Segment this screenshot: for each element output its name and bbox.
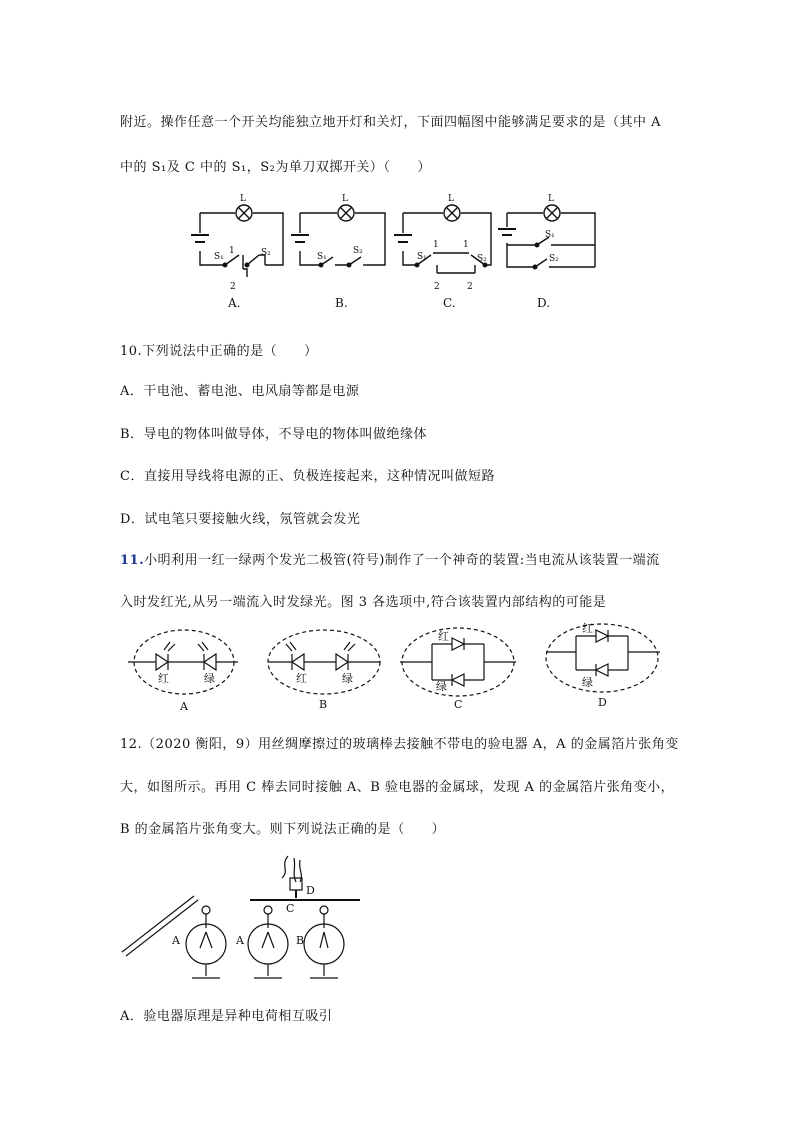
circuit-a-t1: 1: [229, 246, 235, 256]
circuit-c-lamp-label: L: [448, 194, 454, 204]
circuit-b: [291, 205, 385, 267]
q12-line-3: B 的金属箔片张角变大。则下列说法正确的是（ ）: [120, 822, 446, 837]
electroscope-b: [304, 906, 344, 978]
diode-b-green: 绿: [342, 672, 353, 685]
q12-line-1: 12.（2020 衡阳，9）用丝绸摩擦过的玻璃棒去接触不带电的验电器 A，A 的金属箔片张角变: [120, 737, 679, 752]
q11-option-c: C: [454, 698, 463, 711]
diode-d-green: 绿: [582, 676, 593, 689]
electroscope-a1: [186, 906, 226, 978]
q11-option-d: D: [598, 696, 607, 709]
circuit-a-s1: S₁: [214, 252, 224, 262]
q9-option-d: D.: [537, 296, 551, 310]
q10-option-a: A．干电池、蓄电池、电风扇等都是电源: [120, 384, 360, 399]
fig-label-c: C: [286, 902, 295, 915]
q10-option-c: C．直接用导线将电源的正、负极连接起来，这种情况叫做短路: [120, 469, 495, 484]
circuit-c-t1b: 1: [463, 240, 469, 250]
circuit-d-lamp-label: L: [548, 194, 554, 204]
diode-option-d: [546, 624, 660, 692]
diode-c-green: 绿: [436, 680, 447, 693]
q11-line-1-text: 小明利用一红一绿两个发光二极管(符号)制作了一个神奇的装置:当电流从该装置一端流: [144, 553, 660, 568]
q11-diode-figure: [128, 622, 668, 714]
circuit-d-s1: S₁: [545, 230, 555, 240]
circuit-a-s2: S₂: [261, 248, 271, 258]
q10-option-b: B．导电的物体叫做导体，不导电的物体叫做绝缘体: [120, 427, 428, 442]
fig-label-b: B: [296, 934, 305, 947]
diode-option-c: [400, 628, 516, 696]
q9-circuit-figure: [185, 193, 605, 318]
c-rod-hand: [250, 856, 360, 900]
electroscope-a2: [248, 906, 288, 978]
q11-option-b: B: [319, 698, 328, 711]
circuit-c-s2: S₂: [477, 254, 487, 264]
q11-line-1: [120, 549, 660, 568]
q12-option-a: A．验电器原理是异种电荷相互吸引: [120, 1009, 333, 1024]
fig-label-a2: A: [236, 934, 244, 947]
circuit-c-t1a: 1: [433, 240, 439, 250]
circuit-b-s2: S₂: [353, 246, 363, 256]
q9-option-a: A.: [228, 296, 241, 310]
fig-label-a1: A: [172, 934, 180, 947]
q12-line-2: 大，如图所示。再用 C 棒去同时接触 A、B 验电器的金属球，发现 A 的金属箔片张角变小，: [120, 780, 675, 795]
q9-option-b: B.: [335, 296, 348, 310]
circuit-a: [191, 205, 283, 277]
diode-option-a: [128, 630, 238, 694]
diode-b-red: 红: [296, 672, 307, 685]
diode-a-red: 红: [158, 672, 169, 685]
circuit-b-s1: S₁: [317, 252, 327, 262]
circuit-b-lamp-label: L: [342, 194, 348, 204]
q11-line-2: 入时发红光,从另一端流入时发绿光。图 3 各选项中,符合该装置内部结构的可能是: [120, 595, 607, 610]
q9-option-c: C.: [443, 296, 456, 310]
diode-a-green: 绿: [204, 672, 215, 685]
diode-c-red: 红: [438, 630, 449, 643]
q10-option-d: D．试电笔只要接触火线，氖管就会发光: [120, 512, 361, 527]
circuit-c-s1: S₁: [417, 252, 427, 262]
q9-line-1: 附近。操作任意一个开关均能独立地开灯和关灯，下面四幅图中能够满足要求的是（其中 A: [120, 115, 662, 130]
circuit-a-lamp-label: L: [240, 194, 246, 204]
q9-line-2: 中的 S₁及 C 中的 S₁，S₂为单刀双掷开关）（ ）: [120, 160, 431, 175]
circuit-c-t2b: 2: [467, 282, 473, 292]
diode-d-red: 红: [582, 622, 593, 635]
q11-number: 11.: [120, 553, 145, 568]
q11-option-a: A: [180, 700, 188, 713]
circuit-a-t2: 2: [230, 282, 236, 292]
circuit-d-s2: S₂: [549, 254, 559, 264]
diode-option-b: [268, 630, 380, 694]
circuit-c-t2a: 2: [434, 282, 440, 292]
fig-label-d: D: [306, 884, 315, 897]
q12-electroscope-figure: [120, 852, 365, 987]
q10-stem: 10.下列说法中正确的是（ ）: [120, 344, 318, 359]
